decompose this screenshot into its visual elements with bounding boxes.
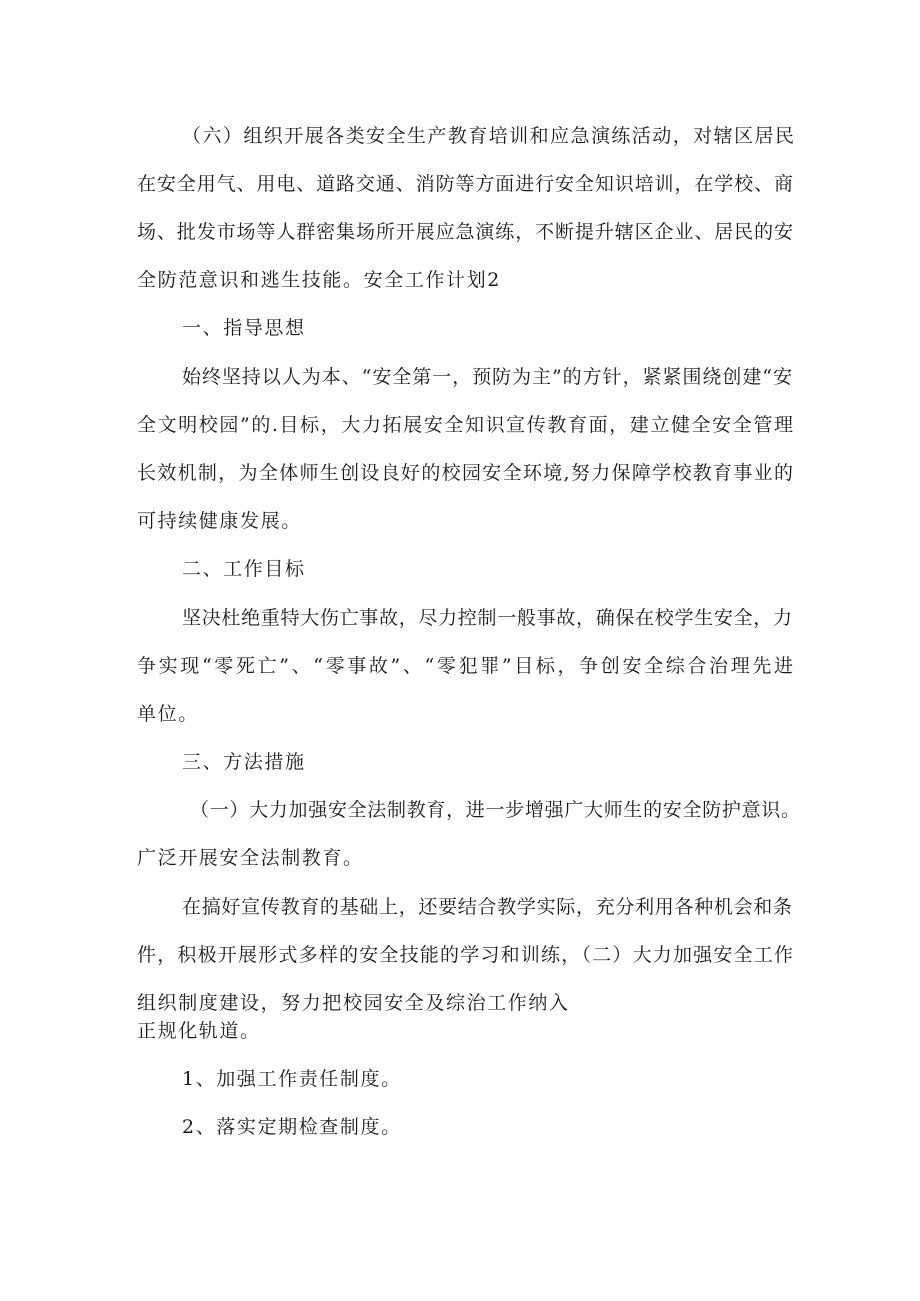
paragraph-6-line-1: （六）组织开展各类安全生产教育培训和应急演练活动，对辖区居民: [182, 125, 794, 147]
list-item-1: 1、加强工作责任制度。: [182, 1068, 402, 1090]
goals-paragraph-line-3: 单位。: [137, 703, 199, 725]
goals-paragraph-line-1: 坚决杜绝重特大伤亡事故，尽力控制一般事故，确保在校学生安全，力: [182, 607, 792, 629]
list-item-2: 2、落实定期检查制度。: [182, 1116, 402, 1138]
section-heading-work-goals: 二、工作目标: [182, 558, 306, 580]
paragraph-6-line-3: 场、批发市场等人群密集场所开展应急演练，不断提升辖区企业、居民的安: [137, 221, 793, 243]
paragraph-6-line-4: 全防范意识和逃生技能。安全工作计划2: [137, 269, 501, 291]
measure-1-line-2: 广泛开展安全法制教育。: [137, 847, 364, 869]
measure-1-line-1: （一）大力加强安全法制教育，进一步增强广大师生的安全防护意识。: [190, 799, 800, 821]
paragraph-6-line-2: 在安全用气、用电、道路交通、消防等方面进行安全知识培训，在学校、商: [137, 173, 793, 195]
guiding-paragraph-line-2: 全文明校园”的.目标，大力拓展安全知识宣传教育面，建立健全安全管理: [137, 414, 793, 436]
measure-2-line-4: 正规化轨道。: [137, 1020, 261, 1042]
measure-2-line-3: 组织制度建设，努力把校园安全及综治工作纳入: [137, 992, 570, 1014]
guiding-paragraph-line-1: 始终坚持以人为本、“安全第一，预防为主”的方针，紧紧围绕创建“安: [182, 366, 792, 388]
guiding-paragraph-line-4: 可持续健康发展。: [137, 510, 302, 532]
goals-paragraph-line-2: 争实现“零死亡”、“零事故”、“零犯罪”目标，争创安全综合治理先进: [137, 655, 793, 677]
section-heading-methods: 三、方法措施: [182, 751, 306, 773]
measure-2-line-2: 件，积极开展形式多样的安全技能的学习和训练，（二）大力加强安全工作: [137, 944, 793, 966]
measure-2-line-1: 在搞好宣传教育的基础上，还要结合教学实际，充分利用各种机会和条: [182, 896, 792, 918]
section-heading-guiding-ideology: 一、指导思想: [182, 317, 306, 339]
guiding-paragraph-line-3: 长效机制，为全体师生创设良好的校园安全环境,努力保障学校教育事业的: [137, 462, 793, 484]
